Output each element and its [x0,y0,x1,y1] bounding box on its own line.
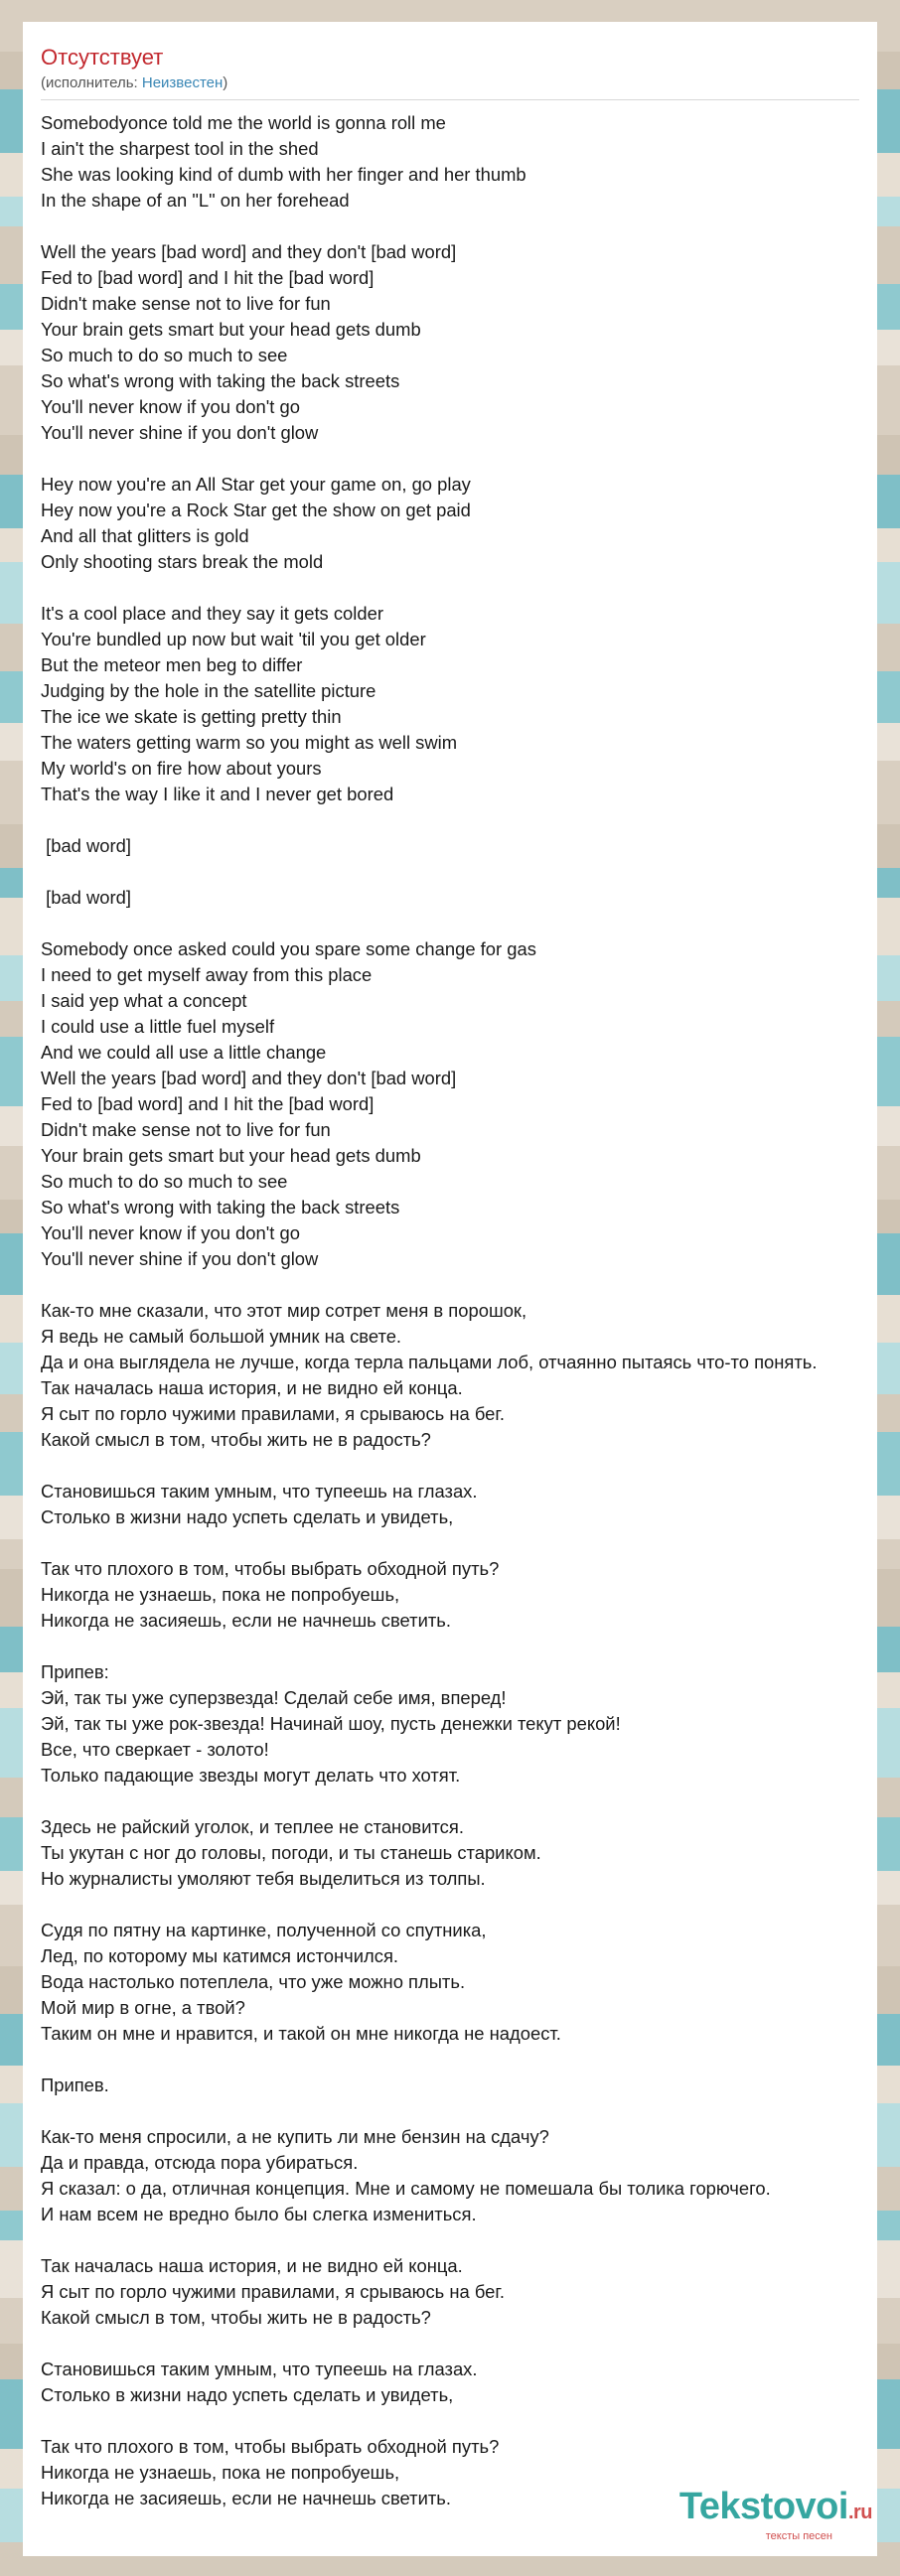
lyric-line: So much to do so much to see [41,1171,288,1192]
lyric-line: The ice we skate is getting pretty thin [41,706,342,727]
lyric-line: Но журналисты умоляют тебя выделиться из толпы. [41,1868,486,1889]
lyric-line: Припев. [41,2075,109,2095]
lyric-line [41,807,859,833]
artist-line [41,73,859,93]
lyric-line: I said yep what a concept [41,990,247,1011]
lyric-line: Как-то меня спросили, а не купить ли мне бензин на сдачу? [41,2126,549,2147]
logo-name: Tekstovoi [678,2486,848,2527]
logo-tagline: тексты песен [765,2530,832,2542]
lyric-line: Didn't make sense not to live for fun [41,1119,331,1140]
lyric-line: But the meteor men beg to differ [41,654,303,675]
lyric-line: You'll never know if you don't go [41,1222,300,1243]
lyric-line: Становишься таким умным, что тупеешь на глазах. [41,1481,478,1502]
lyric-line: Your brain gets smart but your head gets dumb [41,1145,421,1166]
lyric-line: You'll never shine if you don't glow [41,1248,319,1269]
artist-suffix: ) [223,74,228,91]
artist-link[interactable]: Неизвестен [141,74,224,91]
lyric-line: Hey now you're a Rock Star get the show on get paid [41,500,471,520]
lyric-line: Никогда не узнаешь, пока не попробуешь, [41,1584,400,1605]
lyric-line: Так началась наша история, и не видно ей конца. [41,2255,463,2276]
lyric-line: Никогда не узнаешь, пока не попробуешь, [41,2462,400,2483]
lyric-line: Ты укутан с ног до головы, погоди, и ты станешь стариком. [41,1842,541,1863]
lyric-line: Эй, так ты уже рок-звезда! Начинай шоу, пусть денежки текут рекой! [41,1713,621,1734]
lyric-line: Я сыт по горло чужими правилами, я срываюсь на бег. [41,2281,505,2302]
lyric-line [41,2227,859,2253]
lyric-line [41,859,859,885]
lyric-line [41,575,859,601]
lyric-line: Your brain gets smart but your head gets dumb [41,319,421,340]
lyric-line: And we could all use a little change [41,1042,327,1063]
lyric-line: You're bundled up now but wait 'til you get older [41,629,426,649]
lyric-line [41,1530,859,1556]
lyric-line: Мой мир в огне, а твой? [41,1997,245,2018]
lyric-line: It's a cool place and they say it gets colder [41,603,383,624]
lyric-line: So what's wrong with taking the back streets [41,370,400,391]
lyric-line [41,911,859,936]
lyric-line: She was looking kind of dumb with her finger and her thumb [41,164,526,185]
lyric-line: Судя по пятну на картинке, полученной со спутника, [41,1920,487,1940]
lyric-line: Я сказал: о да, отличная концепция. Мне и самому не помешала бы толика горючего. [41,2178,771,2199]
lyric-line: Все, что сверкает - золото! [41,1739,269,1760]
lyric-line: You'll never know if you don't go [41,396,300,417]
lyric-line: I ain't the sharpest tool in the shed [41,138,319,159]
lyric-line: Да и правда, отсюда пора убираться. [41,2152,359,2173]
lyric-line: The waters getting warm so you might as well swim [41,732,458,753]
lyric-line [41,1272,859,1298]
lyric-line: Только падающие звезды могут делать что хотят. [41,1765,461,1786]
lyrics-text [41,110,859,2511]
artist-prefix: (исполнитель: [41,74,142,91]
lyric-line: Так началась наша история, и не видно ей конца. [41,1377,463,1398]
lyric-line: So what's wrong with taking the back streets [41,1197,400,1217]
lyric-line: Да и она выглядела не лучше, когда терла пальцами лоб, отчаянно пытаясь что-то понять. [41,1352,818,1372]
lyric-line: I could use a little fuel myself [41,1016,275,1037]
lyric-line: Well the years [bad word] and they don't [bad word] [41,241,457,262]
lyric-line: My world's on fire how about yours [41,758,322,779]
lyrics-card [23,22,877,2556]
lyric-line: [bad word] [41,887,131,908]
lyric-line: Здесь не райский уголок, и теплее не становится. [41,1816,464,1837]
lyric-line: Only shooting stars break the mold [41,551,324,572]
lyric-line: In the shape of an "L" on her forehead [41,190,350,211]
lyric-line: Никогда не засияешь, если не начнешь светить. [41,1610,451,1631]
lyric-line [41,214,859,239]
lyric-line: Judging by the hole in the satellite picture [41,680,376,701]
lyric-line [41,1789,859,1814]
lyric-line: Somebodyonce told me the world is gonna roll me [41,112,446,133]
lyric-line: Так что плохого в том, чтобы выбрать обходной путь? [41,2436,500,2457]
lyric-line: [bad word] [41,835,131,856]
lyric-line [41,2331,859,2357]
lyric-line [41,2408,859,2434]
lyric-line: Никогда не засияешь, если не начнешь светить. [41,2488,451,2508]
lyric-line [41,1453,859,1479]
lyric-line: Fed to [bad word] and I hit the [bad word] [41,267,375,288]
lyric-line [41,2047,859,2073]
lyric-line: Как-то мне сказали, что этот мир сотрет меня в порошок, [41,1300,527,1321]
lyric-line: Припев: [41,1661,109,1682]
lyric-line: Лед, по которому мы катимся истончился. [41,1945,399,1966]
lyric-line: Эй, так ты уже суперзвезда! Сделай себе имя, вперед! [41,1687,507,1708]
lyric-line [41,1892,859,1918]
lyric-line: I need to get myself away from this place [41,964,373,985]
lyric-line: Становишься таким умным, что тупеешь на глазах. [41,2359,478,2379]
lyric-line: Я ведь не самый большой умник на свете. [41,1326,402,1347]
lyric-line: Столько в жизни надо успеть сделать и увидеть, [41,2384,454,2405]
lyric-line: Столько в жизни надо успеть сделать и увидеть, [41,1506,454,1527]
lyric-line: Так что плохого в том, чтобы выбрать обходной путь? [41,1558,500,1579]
lyric-line [41,446,859,472]
lyric-line: Вода настолько потеплела, что уже можно плыть. [41,1971,466,1992]
lyric-line: Didn't make sense not to live for fun [41,293,331,314]
lyric-line: Hey now you're an All Star get your game on, go play [41,474,471,495]
lyric-line: Fed to [bad word] and I hit the [bad word] [41,1093,375,1114]
lyric-line: И нам всем не вредно было бы слегка измениться. [41,2204,477,2224]
lyric-line [41,1634,859,1659]
lyric-line: Я сыт по горло чужими правилами, я срываюсь на бег. [41,1403,505,1424]
site-logo[interactable] [679,2487,872,2542]
lyric-line: Какой смысл в том, чтобы жить не в радость? [41,2307,431,2328]
lyric-line [41,2098,859,2124]
lyric-line: Well the years [bad word] and they don't [bad word] [41,1068,457,1088]
logo-tld: .ru [847,2502,872,2523]
lyric-line: Таким он мне и нравится, и такой он мне никогда не надоест. [41,2023,561,2044]
lyric-line: That's the way I like it and I never get bored [41,784,394,804]
lyric-line: Somebody once asked could you spare some change for gas [41,938,536,959]
lyric-line: And all that glitters is gold [41,525,249,546]
lyric-line: You'll never shine if you don't glow [41,422,319,443]
divider [41,99,859,100]
lyric-line: Какой смысл в том, чтобы жить не в радость? [41,1429,431,1450]
lyric-line: So much to do so much to see [41,345,288,365]
song-title: Отсутствует [41,45,164,70]
